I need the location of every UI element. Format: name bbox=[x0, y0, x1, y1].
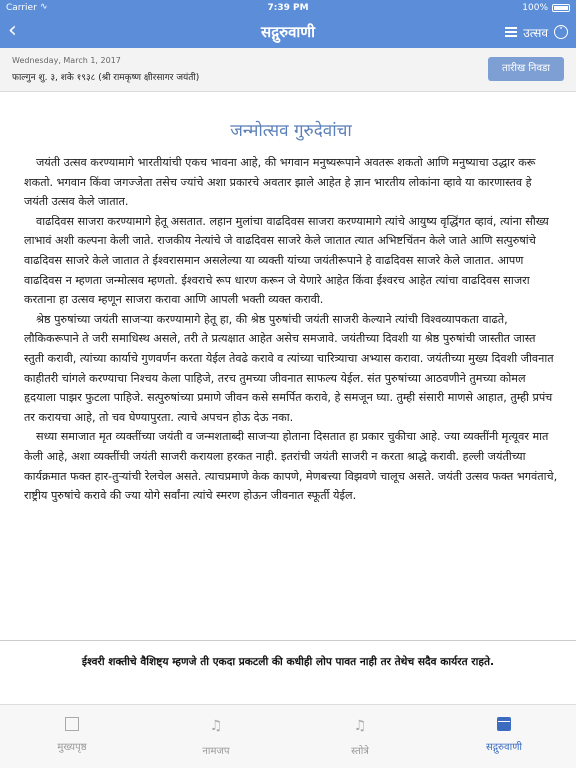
battery-icon bbox=[552, 4, 570, 12]
status-bar bbox=[0, 0, 576, 16]
chevron-down-icon: ˅ bbox=[554, 25, 568, 39]
battery-percent: 100% bbox=[522, 3, 548, 13]
tab-label: मुख्यपृष्ठ bbox=[57, 742, 87, 753]
calendar-icon bbox=[497, 717, 511, 731]
chevron-left-icon: ‹ bbox=[8, 18, 17, 43]
tab-label: नामजप bbox=[202, 746, 230, 757]
pick-date-button[interactable]: तारीख निवडा bbox=[488, 57, 564, 81]
nav-bar bbox=[0, 16, 576, 48]
article-paragraph: जयंती उत्सव करण्यामागे भारतीयांची एकच भावना आहे, की भगवान मनुष्यरूपाने अवतरू शकतो आणि मनुष्याचा उद्धार करू शकतो. भगवान किंवा जगज्जेता तसेच ज्यांचे अशा प्रकारचे अवतार झाले आहेत हे ज्ञान भारतीय लोकांना व्हावे या कारणास्तव हे जयंती उत्सव केले जातात. bbox=[24, 156, 536, 209]
festival-menu-button[interactable] bbox=[505, 23, 568, 41]
page-title: सद्गुरुवाणी bbox=[260, 23, 316, 41]
status-time: 7:39 PM bbox=[267, 3, 309, 13]
article-paragraph: श्रेष्ठ पुरुषांच्या जयंती साजऱ्या करण्यामागे हेतू हा, की श्रेष्ठ पुरुषांची जयंती साजरी केल्याने त्यांची विश्वव्यापकता वाढते, लौकिकरूपाने ते जरी समाधिस्थ असले, तरी ते प्रत्यक्षात आहेत असेच समजावे. जयंतीच्या दिवशी या श्रेष्ठ पुरुषांची जास्तीत जास्त स्तुती करावी, त्यांच्या कार्याचे गुणवर्णन करता येईल तेवढे करावे व त्यांच्या चारित्र्याचा अभ्यास करावा. जयंतीच्या मुख्य दिवशी जीवनात काहीतरी चांगले करण्याचा निश्चय केला पाहिजे, तरच तुमच्या जीवनात साफल्य येईल. संत पुरुषांच्या आठवणीने तुमच्या कोमल हृदयाला पाझर फुटला पाहिजे. सत्पुरुषांच्या प्रमाणे जीवन कसे समर्पित करावे, हे समजून घ्या. तुम्ही संसारी माणसे आहात, तुम्ही प्रपंच तर करायचा आहे, तो चव घेण्यापुरता. त्याचे अपचन होऊ देऊ नका. bbox=[24, 312, 554, 424]
list-icon bbox=[505, 27, 517, 37]
date-bar bbox=[0, 48, 576, 92]
music-note-icon: ♫ bbox=[353, 718, 367, 734]
panchang-date: फाल्गुन शु. ३, शके १९३८ (श्री रामकृष्ण क्षीरसागर जयंती) bbox=[12, 73, 200, 83]
tab-home[interactable] bbox=[0, 705, 144, 768]
festival-menu-label: उत्सव bbox=[523, 25, 548, 40]
divider bbox=[0, 640, 576, 641]
carrier-label: Carrier bbox=[6, 3, 37, 13]
wifi-icon: ∿ bbox=[40, 2, 48, 12]
tab-label: स्तोत्रे bbox=[351, 746, 369, 757]
article-paragraph: वाढदिवस साजरा करण्यामागे हेतू असतात. लहान मुलांचा वाढदिवस साजरा करण्यामागे त्यांचे आयुष्य वृद्धिंगत व्हावं, त्यांना सौख्य लाभावं अशी कल्पना केली जाते. राजकीय नेत्यांचे जे वाढदिवस साजरे केले जातात त्यात अभिष्टचिंतन केले जाते आणि सत्पुरुषांचे वाढदिवस साजरे केले जातात ते ईश्वरासमान असलेल्या या व्यक्ती यांच्या जयंतीरूपाने हे वाढदिवस साजरे केले जातात. आपण वाढदिवस न म्हणता जन्मोत्सव म्हणतो. ईश्वराचे रूप धारण करून जे येणारे आहेत किंवा ईश्वरच आहेत त्यांचा वाढदिवस साजरा करताना हा उत्सव म्हणून साजरा करावा आणि आपली भक्ती व्यक्त करावी. bbox=[24, 214, 549, 307]
quote-text: ईश्वरी शक्तीचे वैशिष्ट्य म्हणजे ती एकदा प्रकटली की कधीही लोप पावत नाही तर तेथेच सदैव कार्यरत राहते. bbox=[81, 656, 495, 668]
music-note-icon: ♫ bbox=[209, 718, 223, 734]
article-paragraph: सध्या समाजात मृत व्यक्तींच्या जयंती व जन्मशताब्दी साजऱ्या होताना दिसतात हा प्रकार चुकीचा आहे. ज्या व्यक्तींनी मृत्यूवर मात केली आहे, अशा व्यक्तींची जयंती साजरी करायला हरकत नाही. इतरांची जयंती साजरी न करता श्राद्धे करावी. हल्ली जयंतीच्या कार्यक्रमात फक्त हार-तुऱ्यांची रेलचेल असते. त्याचप्रमाणे केक कापणे, मेणबत्त्या विझवणे चालूच असते. जयंती उत्सव फक्त भगवंताचे, राष्ट्रीय पुरुषांचे करावे की ज्या योगे सर्वांना त्यांचे स्मरण होऊन जीवनात स्फूर्ती येईल. bbox=[24, 430, 558, 503]
article-content[interactable] bbox=[0, 92, 576, 637]
tab-sadguruvani[interactable] bbox=[432, 705, 576, 768]
gregorian-date: Wednesday, March 1, 2017 bbox=[12, 56, 121, 65]
tab-label: सद्गुरुवाणी bbox=[485, 742, 523, 753]
tab-bar bbox=[0, 704, 576, 768]
tab-stotre[interactable] bbox=[288, 705, 432, 768]
home-icon bbox=[65, 717, 79, 731]
article-title: जन्मोत्सव गुरुदेवांचा bbox=[230, 121, 352, 141]
tab-namjap[interactable] bbox=[144, 705, 288, 768]
